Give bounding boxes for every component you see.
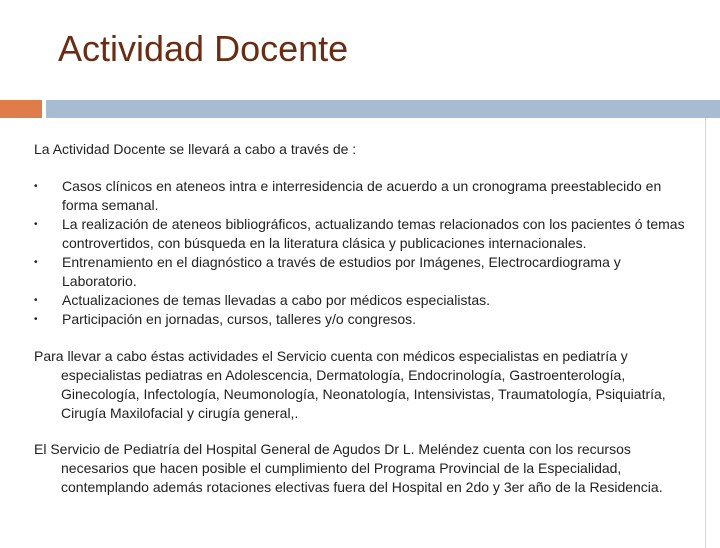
bullet-icon: • [34,295,38,306]
slide-body [34,140,694,514]
list-item [34,310,694,329]
list-item [34,215,694,253]
bullet-icon: • [34,181,38,192]
header-bar [46,100,720,118]
list-item [34,291,694,310]
list-item [34,253,694,291]
resources-paragraph: El Servicio de Pediatría del Hospital General de Agudos Dr L. Meléndez cuenta con los recursos necesarios que hacen posible el cumplimiento del Programa Provincial de la Especialidad, contemplando además rotaciones electivas fuera del Hospital en 2do y 3er año de la Residencia. [34,441,663,495]
list-item [34,177,694,215]
list-item-text: La realización de ateneos bibliográficos, actualizando temas relacionados con los pacientes ó temas controvertidos, con búsqueda en la literatura clásica y publicaciones internacionales. [62,216,685,251]
page-title: Actividad Docente [58,28,349,69]
list-item-text: Entrenamiento en el diagnóstico a través de estudios por Imágenes, Electrocardiograma y Laboratorio. [62,254,621,289]
list-item-text: Actualizaciones de temas llevadas a cabo por médicos especialistas. [62,292,491,308]
bullet-icon: • [34,314,38,325]
list-item-text: Participación en jornadas, cursos, talleres y/o congresos. [62,311,417,327]
side-frame [705,118,720,548]
activity-list [34,177,694,329]
accent-bar [0,100,42,118]
bullet-icon: • [34,257,38,268]
specialists-paragraph: Para llevar a cabo éstas actividades el Servicio cuenta con médicos especialistas en pediatría y especialistas pediatras en Adolescencia, Dermatología, Endocrinología, Gastroenterología, Ginecología, Infectología, Neumonología, Neonatología, Intensivistas, Traumatología, Psiquiatría, Cirugía Maxilofacial y cirugía general,. [34,348,666,421]
intro-text: La Actividad Docente se llevará a cabo a través de : [34,141,357,157]
bullet-icon: • [34,219,38,230]
list-item-text: Casos clínicos en ateneos intra e interresidencia de acuerdo a un cronograma preestablecido en forma semanal. [62,178,662,213]
